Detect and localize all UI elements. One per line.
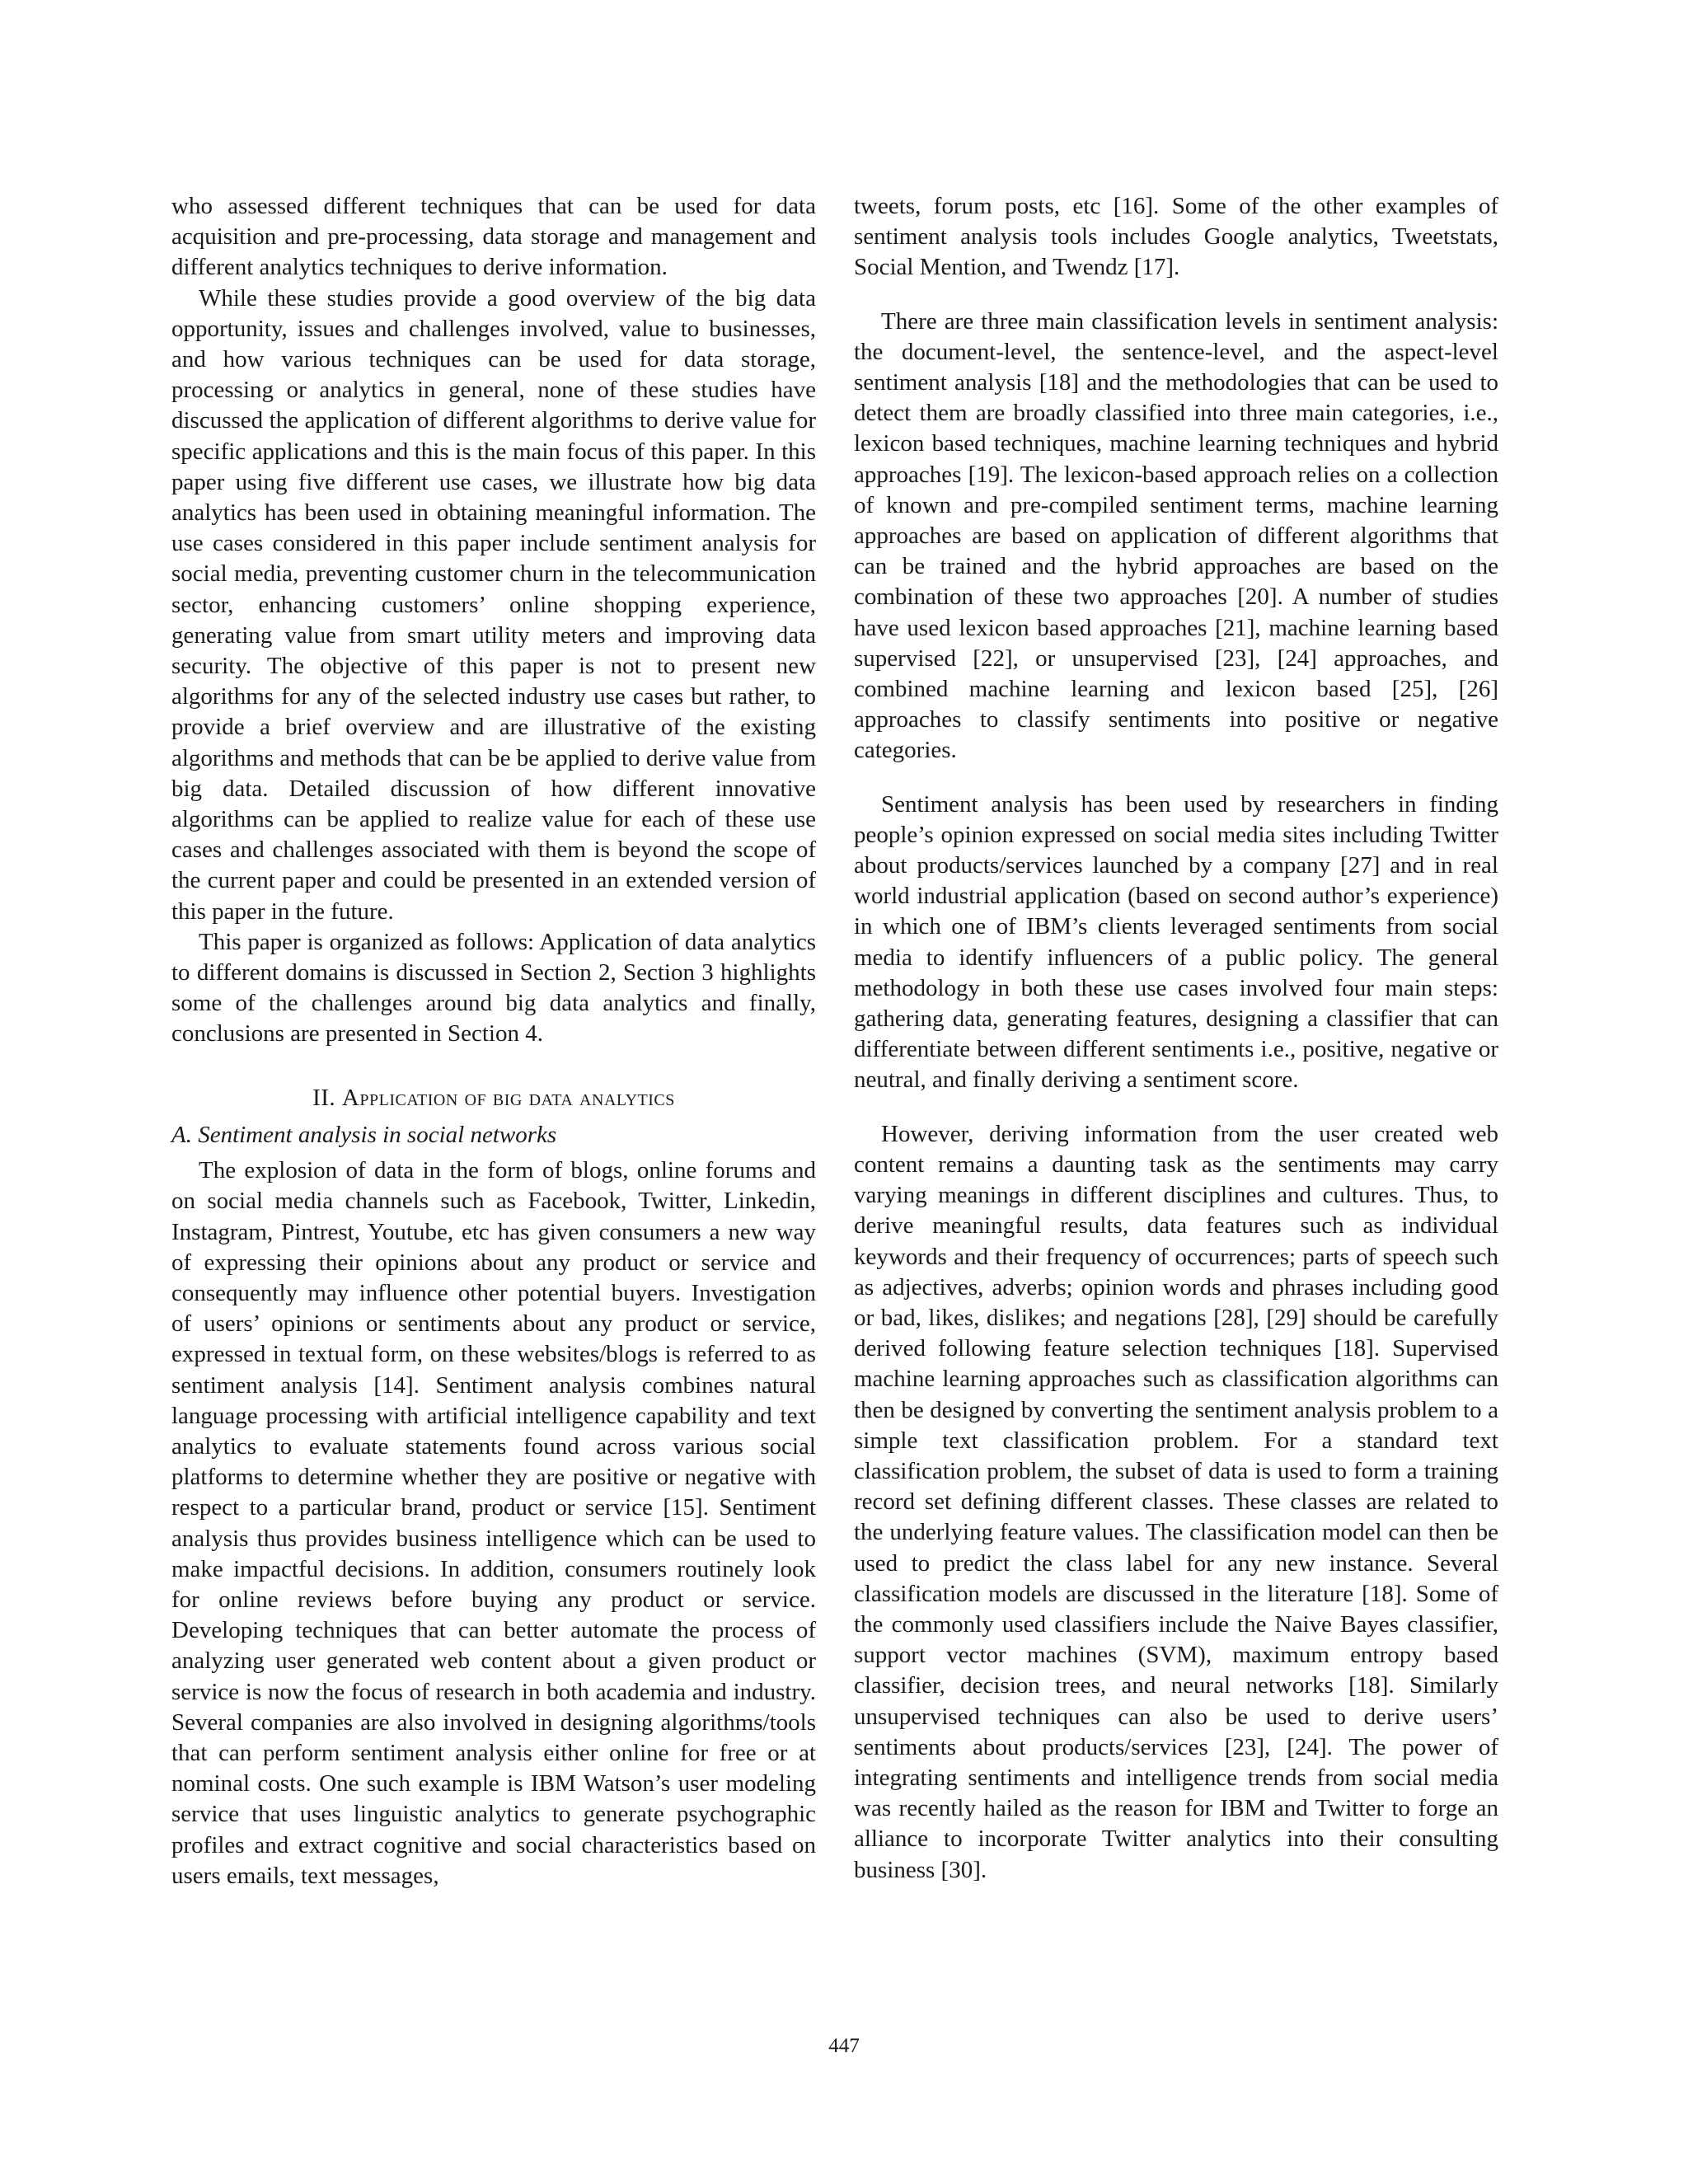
paragraph: However, deriving information from the user created web content remains a daunting task as the sentiments may carry varying meanings in different disciplines and cultures. Thus, to derive meaningful results, data features such as individual keywords and their frequency of occurrences; parts of speech such as adjectives, adverbs; opinion words and phrases including good or bad, likes, dislikes; and negations [28], [29] should be carefully derived following feature selection techniques [18]. Supervised machine learning approaches such as classification algorithms can then be designed by converting the sentiment analysis problem to a simple text classification problem. For a standard text classification problem, the subset of data is used to form a training record set defining different classes. These classes are related to the underlying feature values. The classification model can then be used to predict the class label for any new instance. Several classification models are discussed in the literature [18]. Some of the commonly used classifiers include the Naive Bayes classifier, support vector machines (SVM), maximum entropy based classifier, decision trees, and neural networks [18]. Similarly unsupervised techniques can also be used to derive users’ sentiments about products/services [23], [24]. The power of integrating sentiments and intelligence trends from social media was recently hailed as the reason for IBM and Twitter to forge an alliance to incorporate Twitter analytics into their consulting business [30]. <box>854 1120 1498 1883</box>
paragraph: The explosion of data in the form of blogs, online forums and on social media channels such as Facebook, Twitter, Linkedin, Instagram, Pintrest, Youtube, etc has given consumers a new way of expressing their opinions about any product or service and consequently may influence other potential buyers. Investigation of users’ opinions or sentiments about any product or service, expressed in textual form, on these websites/blogs is referred to as sentiment analysis [14]. Sentiment analysis combines natural language processing with artificial intelligence capability and text analytics to evaluate statements found across various social platforms to determine whether they are positive or negative with respect to a particular brand, product or service [15]. Sentiment analysis thus provides business intelligence which can be used to make impactful decisions. In addition, consumers routinely look for online reviews before buying any product or service. Developing techniques that can better automate the process of analyzing user generated web content about a given product or service is now the focus of research in both academia and industry. Several companies are also involved in designing algorithms/tools that can perform sentiment analysis either online for free or at nominal costs. One such example is IBM Watson’s user modeling service that uses linguistic analytics to generate psychographic profiles and extract cognitive and social characteristics based on users emails, text messages, <box>171 1157 816 1889</box>
paragraph: tweets, forum posts, etc [16]. Some of the other examples of sentiment analysis tools includes Google analytics, Tweetstats, Social Mention, and Twendz [17]. <box>854 193 1498 281</box>
section-number: II. <box>312 1084 336 1111</box>
subsection-heading: A. Sentiment analysis in social networks <box>171 1121 557 1148</box>
page-number: 447 <box>828 2035 860 2057</box>
paragraph: Sentiment analysis has been used by researchers in finding people’s opinion expressed on social media sites including Twitter about products/services launched by a company [27] and in real world industrial application (based on second author’s experience) in which one of IBM’s clients leveraged sentiments from social media to identify influencers of a public policy. The general methodology in both these use cases involved four main steps: gathering data, generating features, designing a classifier that can differentiate between different sentiments i.e., positive, negative or neutral, and finally deriving a sentiment score. <box>854 790 1498 1094</box>
paragraph: This paper is organized as follows: Application of data analytics to different domains is discussed in Section 2, Section 3 highlights some of the challenges around big data analytics and finally, conclusions are presented in Section 4. <box>171 928 816 1047</box>
section-heading <box>171 1083 816 1113</box>
paragraph: There are three main classification levels in sentiment analysis: the document-level, the sentence-level, and the aspect-level sentiment analysis [18] and the methodologies that can be used to detect them are broadly classified into three main categories, i.e., lexicon based techniques, machine learning techniques and hybrid approaches [19]. The lexicon-based approach relies on a collection of known and pre-compiled sentiment terms, machine learning approaches are based on application of different algorithms that can be trained and the hybrid approaches are based on the combination of these two approaches [20]. A number of studies have used lexicon based approaches [21], machine learning based supervised [22], or unsupervised [23], [24] approaches, and combined machine learning and lexicon based [25], [26] approaches to classify sentiments into positive or negative categories. <box>854 307 1498 764</box>
paragraph: who assessed different techniques that can be used for data acquisition and pre-processing, data storage and management and different analytics techniques to derive information. <box>171 193 816 281</box>
paragraph: While these studies provide a good overview of the big data opportunity, issues and challenges involved, value to businesses, and how various techniques can be used for data storage, processing or analytics in general, none of these studies have discussed the application of different algorithms to derive value for specific applications and this is the main focus of this paper. In this paper using five different use cases, we illustrate how big data analytics has been used in obtaining meaningful information. The use cases considered in this paper include sentiment analysis for social media, preventing customer churn in the telecommunication sector, enhancing customers’ online shopping experience, generating value from smart utility meters and improving data security. The objective of this paper is not to present new algorithms for any of the selected industry use cases but rather, to provide a brief overview and are illustrative of the existing algorithms and methods that can be be applied to derive value from big data. Detailed discussion of how different innovative algorithms can be applied to realize value for each of these use cases and challenges associated with them is beyond the scope of the current paper and could be presented in an extended version of this paper in the future. <box>171 284 816 925</box>
right-column <box>854 191 1498 1886</box>
section-title: Application of big data analytics <box>341 1084 675 1111</box>
left-column <box>171 191 816 1891</box>
